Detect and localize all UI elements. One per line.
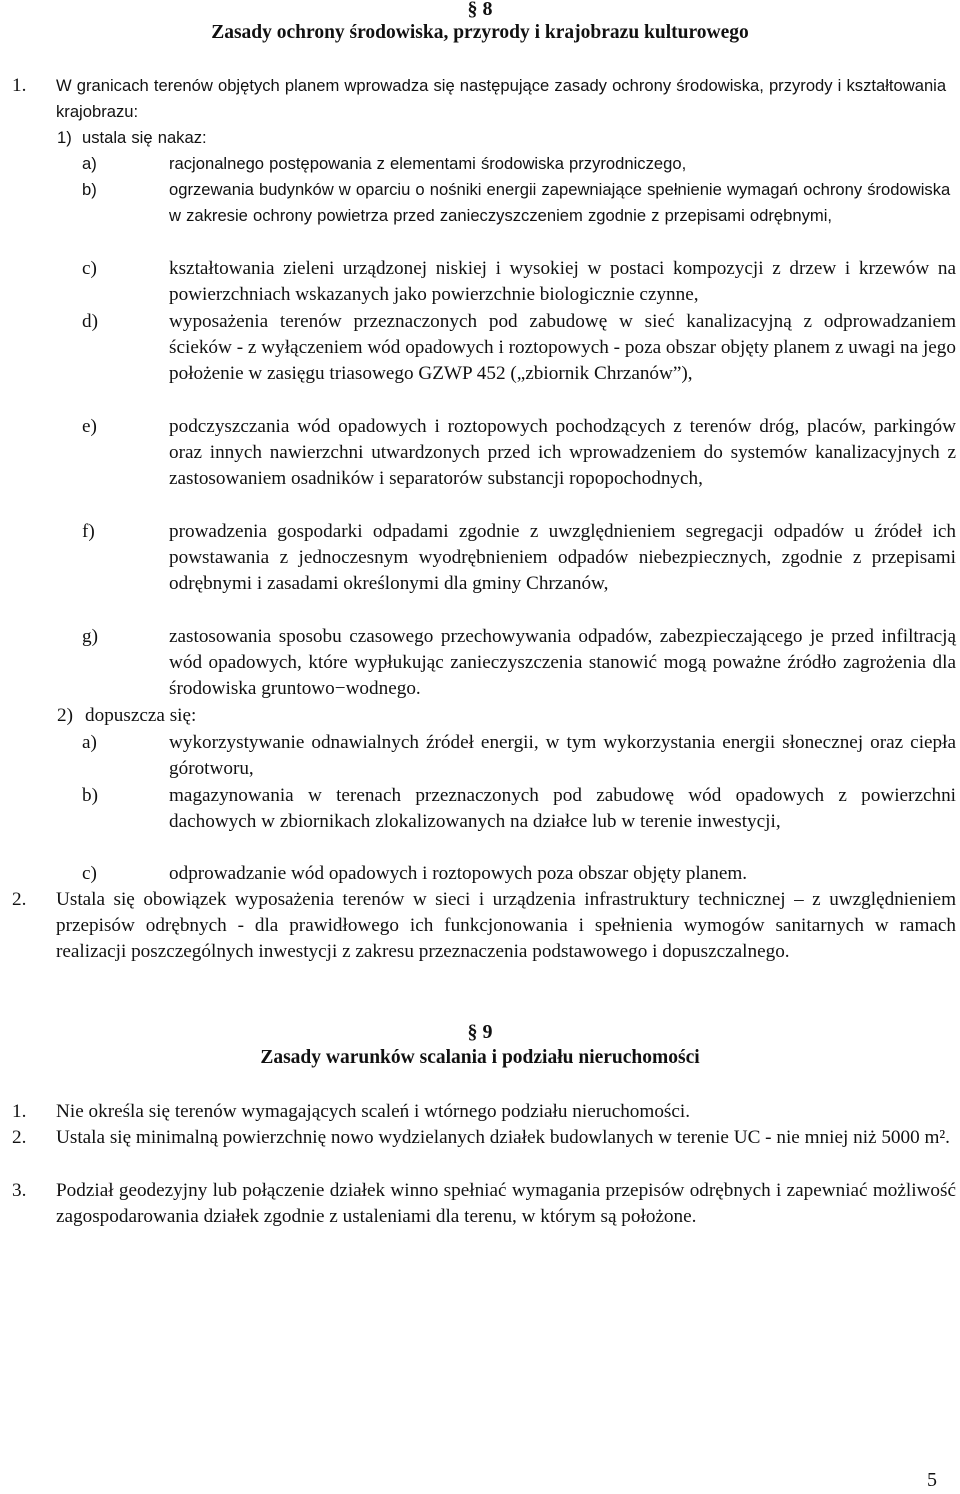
- list-item-1-1-f: [82, 519, 956, 598]
- list-item-1-1-b: [82, 177, 956, 229]
- list-item-1-2-b-text: magazynowania w terenach przeznaczonych pod zabudowę wód opadowych z powierzchni dachowych w zbiornikach zlokalizowanych na działce lub w terenie inwestycji,: [169, 785, 956, 833]
- point-1-2-number: 2): [57, 705, 73, 726]
- list-item-1-2-b-number: b): [82, 785, 98, 806]
- page-number: 5: [927, 1469, 937, 1491]
- list-item-1-1-g: [82, 624, 956, 703]
- list-item-1-1-f-number: f): [82, 521, 95, 542]
- list-item-1-1-a-text: racjonalnego postępowania z elementami środowiska przyrodniczego,: [169, 154, 687, 173]
- section-9-title: Zasady warunków scalania i podziału nieruchomości: [260, 1047, 700, 1068]
- section-9-paragraph-3-text: Podział geodezyjny lub połączenie działek winno spełniać wymagania przepisów odrębnych i zapewniać możliwość zagospodarowania działek zgodnie z ustaleniami dla terenu, w którym są położone.: [56, 1180, 956, 1228]
- point-1-2: [57, 703, 956, 729]
- list-item-1-1-f-text: prowadzenia gospodarki odpadami zgodnie z uwzględnieniem segregacji odpadów u źródeł ich powstawania z jednoczesnym wyodrębnieniem odpadów niebezpiecznych, zgodnie z przepisami odrębnymi i zasadami określonymi dla gminy Chrzanów,: [169, 521, 956, 595]
- paragraph-2-number: 2.: [12, 889, 27, 910]
- section-9-paragraph-2-text: Ustala się minimalną powierzchnię nowo wydzielanych działek budowlanych w terenie UC - nie mniej niż 5000 m².: [56, 1127, 950, 1148]
- list-item-1-2-a-text: wykorzystywanie odnawialnych źródeł energii, w tym wykorzystania energii słonecznej oraz ciepła górotworu,: [169, 732, 956, 780]
- list-item-1-1-c-number: c): [82, 258, 97, 279]
- list-item-1-1-d-number: d): [82, 311, 98, 332]
- list-item-1-2-c: [82, 861, 956, 887]
- list-item-1-1-e-text: podczyszczania wód opadowych i roztopowych pochodzących z terenów dróg, placów, parkingów oraz innych nawierzchni utwardzonych przed ich wprowadzeniem do systemów kanalizacyjnych z zastosowaniem osadników i separatorów substancji ropopochodnych,: [169, 416, 956, 490]
- section-9-paragraph-2: [12, 1125, 956, 1151]
- paragraph-1-number: 1.: [12, 75, 27, 96]
- list-item-1-2-a-number: a): [82, 732, 97, 753]
- list-item-1-1-g-text: zastosowania sposobu czasowego przechowywania odpadów, zabezpieczającego je przed infiltracją wód opadowych, które wypłukując zanieczyszczenia stanowić mogą poważne źródło zagrożenia dla środowiska gruntowo−wodnego.: [169, 626, 956, 700]
- list-item-1-1-b-number: b): [82, 180, 97, 199]
- section-9-paragraph-1-number: 1.: [12, 1101, 27, 1122]
- section-8-number: § 8: [467, 0, 493, 20]
- section-9-paragraph-3: [12, 1178, 956, 1230]
- section-9-paragraph-2-number: 2.: [12, 1127, 27, 1148]
- list-item-1-1-e: [82, 414, 956, 493]
- section-9-paragraph-3-number: 3.: [12, 1180, 27, 1201]
- point-1-1: [57, 125, 956, 151]
- list-item-1-2-a: [82, 730, 956, 782]
- list-item-1-1-a-number: a): [82, 154, 97, 173]
- section-8-title: Zasady ochrony środowiska, przyrody i krajobrazu kulturowego: [211, 22, 749, 43]
- section-9-number: § 9: [467, 1021, 493, 1043]
- list-item-1-1-d-text: wyposażenia terenów przeznaczonych pod zabudowę w sieć kanalizacyjną z odprowadzaniem ścieków - z wyłączeniem wód opadowych i roztopowych - poza obszar objęty planem z uwagi na jego położenie w zasięgu triasowego GZWP 452 („zbiornik Chrzanów”),: [169, 311, 956, 385]
- paragraph-2-text: Ustala się obowiązek wyposażenia terenów w sieci i urządzenia infrastruktury technicznej – z uwzględnieniem przepisów odrębnych - dla prawidłowego ich funkcjonowania i spełnienia wymogów sanitarnych w ramach realizacji poszczególnych inwestycji z zakresu przeznaczenia podstawowego i dopuszczalnego.: [56, 889, 956, 963]
- point-1-2-text: dopuszcza się:: [85, 705, 197, 726]
- list-item-1-2-c-number: c): [82, 863, 97, 884]
- list-item-1-1-d: [82, 309, 956, 388]
- list-item-1-1-c: [82, 256, 956, 308]
- section-9-paragraph-1: [12, 1099, 956, 1125]
- list-item-1-1-e-number: e): [82, 416, 97, 437]
- list-item-1-1-g-number: g): [82, 626, 98, 647]
- point-1-1-text: ustala się nakaz:: [82, 128, 207, 147]
- paragraph-1-text: W granicach terenów objętych planem wprowadza się następujące zasady ochrony środowiska, przyrody i kształtowania krajobrazu:: [56, 76, 947, 122]
- paragraph-1: [12, 73, 956, 125]
- list-item-1-1-c-text: kształtowania zieleni urządzonej niskiej i wysokiej w postaci kompozycji z drzew i krzewów na powierzchniach wskazanych jako powierzchnie biologicznie czynne,: [169, 258, 956, 306]
- list-item-1-2-c-text: odprowadzanie wód opadowych i roztopowych poza obszar objęty planem.: [169, 863, 748, 884]
- section-9-paragraph-1-text: Nie określa się terenów wymagających scaleń i wtórnego podziału nieruchomości.: [56, 1101, 691, 1122]
- list-item-1-1-b-text: ogrzewania budynków w oparciu o nośniki energii zapewniające spełnienie wymagań ochrony środowiska w zakresie ochrony powietrza przed zanieczyszczeniem zgodnie z przepisami odrębnymi,: [169, 180, 951, 226]
- list-item-1-1-a: [82, 151, 956, 177]
- point-1-1-number: 1): [57, 128, 72, 147]
- list-item-1-2-b: [82, 783, 956, 835]
- paragraph-2: [12, 887, 956, 966]
